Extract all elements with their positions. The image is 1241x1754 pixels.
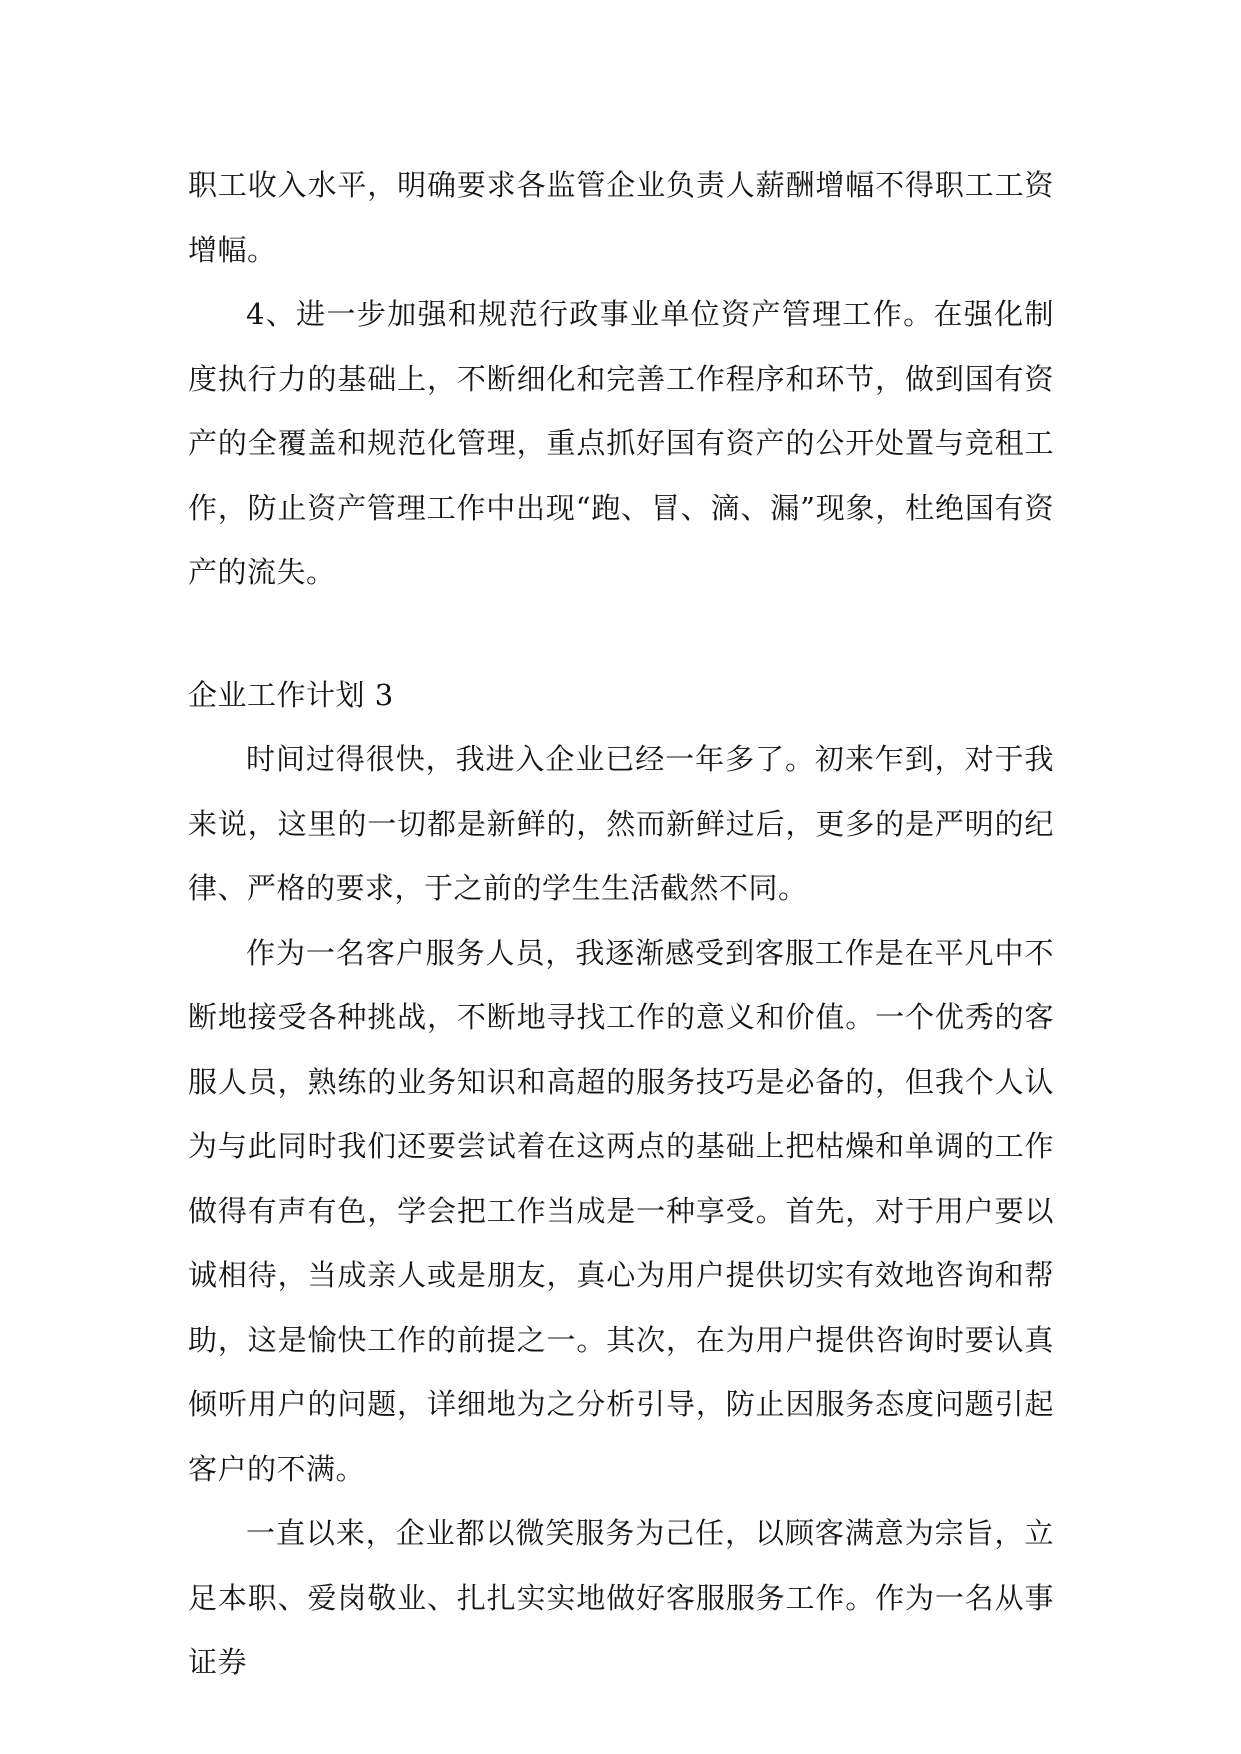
section-heading: 企业工作计划 3	[188, 677, 394, 712]
paragraph-continuation: 职工收入水平，明确要求各监管企业负责人薪酬增幅不得职工工资增幅。	[188, 168, 1054, 267]
paragraph-intro: 时间过得很快，我进入企业已经一年多了。初来乍到，对于我来说，这里的一切都是新鲜的，然而新鲜过后，更多的是严明的纪律、严格的要求，于之前的学生生活截然不同。	[188, 742, 1054, 905]
paragraph-customer-service: 作为一名客户服务人员，我逐渐感受到客服工作是在平凡中不断地接受各种挑战，不断地寻找工作的意义和价值。一个优秀的客服人员，熟练的业务知识和高超的服务技巧是必备的，但我个人认为与此同时我们还要尝试着在这两点的基础上把枯燥和单调的工作做得有声有色，学会把工作当成是一种享受。首先，对于用户要以诚相待，当成亲人或是朋友，真心为用户提供切实有效地咨询和帮助，这是愉快工作的前提之一。其次，在为用户提供咨询时要认真倾听用户的问题，详细地为之分析引导，防止因服务态度问题引起客户的不满。	[188, 935, 1054, 1486]
document-body	[188, 153, 1054, 1695]
paragraph-smile-service: 一直以来，企业都以微笑服务为己任，以顾客满意为宗旨，立足本职、爱岗敬业、扎扎实实地做好客服服务工作。作为一名从事证券	[188, 1516, 1054, 1679]
paragraph-asset-management: 4、进一步加强和规范行政事业单位资产管理工作。在强化制度执行力的基础上，不断细化和完善工作程序和环节，做到国有资产的全覆盖和规范化管理，重点抓好国有资产的公开处置与竞租工作，防止资产管理工作中出现“跑、冒、滴、漏”现象，杜绝国有资产的流失。	[188, 297, 1054, 589]
